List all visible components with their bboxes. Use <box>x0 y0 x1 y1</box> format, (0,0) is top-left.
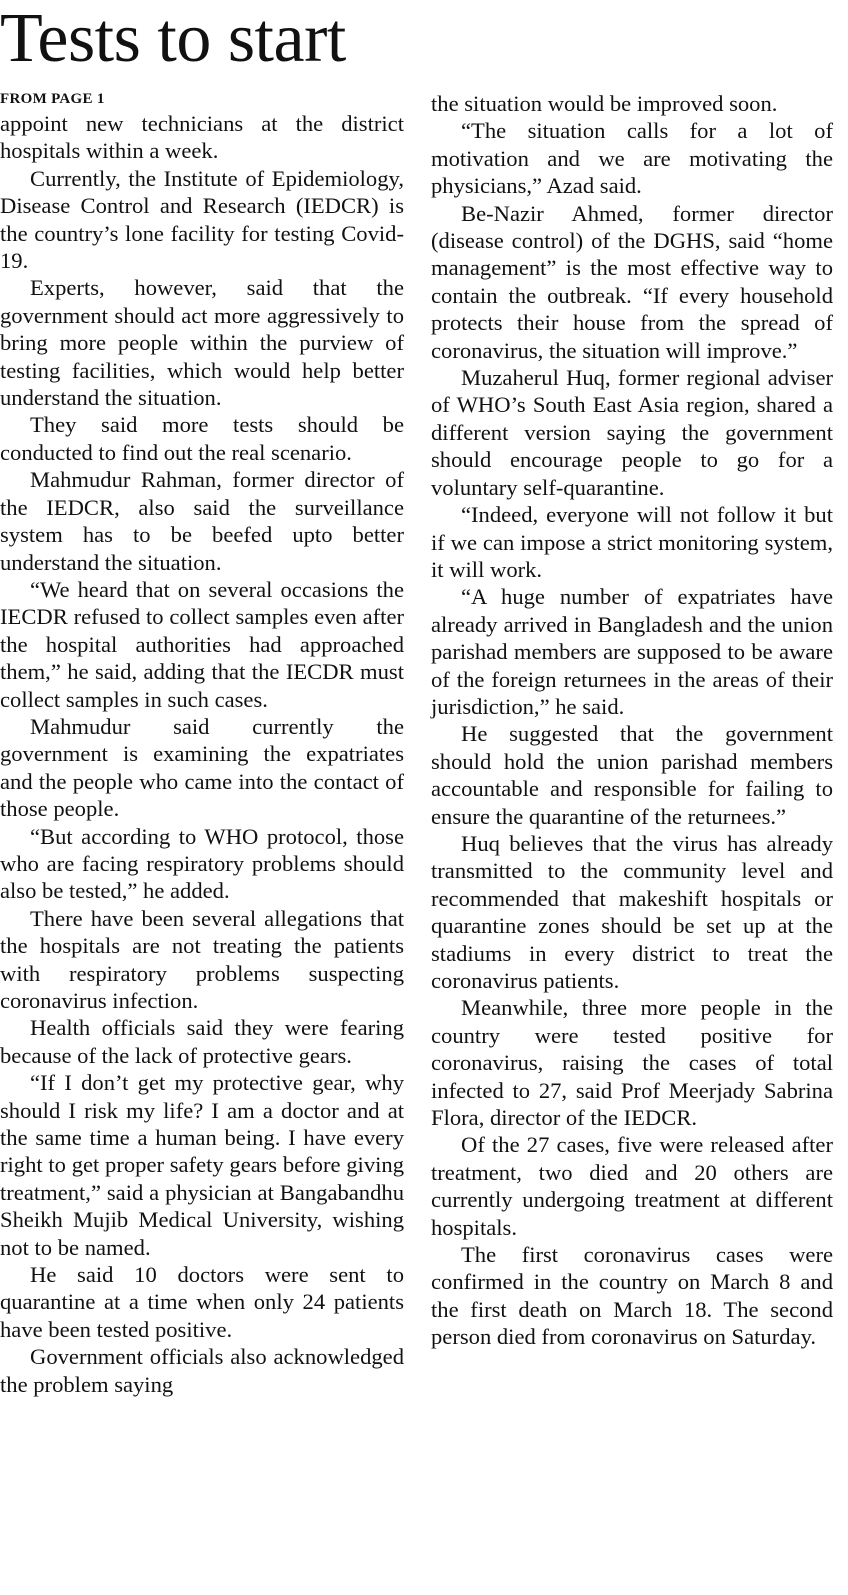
paragraph: The first coronavirus cases were confirmed in the country on March 8 and the first death on March 18. The second person died from coronavirus on Saturday. <box>431 1242 833 1350</box>
paragraph: He suggested that the government should hold the union parishad members accountable and responsible for failing to ensure the quarantine of the returnees.” <box>431 721 833 829</box>
paragraph: Health officials said they were fearing because of the lack of protective gears. <box>0 1015 404 1068</box>
paragraph: Meanwhile, three more people in the country were tested positive for coronavirus, raising the cases of total infected to 27, said Prof Meerjady Sabrina Flora, director of the IEDCR. <box>431 995 833 1131</box>
right-column <box>431 88 833 1351</box>
paragraph: Of the 27 cases, five were released after treatment, two died and 20 others are currently undergoing treatment at different hospitals. <box>431 1132 833 1240</box>
paragraph: He said 10 doctors were sent to quarantine at a time when only 24 patients have been tested positive. <box>0 1262 404 1342</box>
paragraph: the situation would be improved soon. <box>431 91 778 116</box>
paragraph: Be-Nazir Ahmed, former director (disease control) of the DGHS, said “home management” is the most effective way to contain the outbreak. “If every household protects their house from the spread of coronavirus, the situation will improve.” <box>431 200 833 363</box>
paragraph: Mahmudur said currently the government is examining the expatriates and the people who came into the contact of those people. <box>0 713 404 822</box>
paragraph: Government officials also acknowledged the problem saying <box>0 1344 404 1397</box>
left-column <box>0 88 404 1398</box>
paragraph: “The situation calls for a lot of motivation and we are motivating the physicians,” Azad said. <box>431 118 833 199</box>
paragraph: “A huge number of expatriates have already arrived in Bangladesh and the union parishad members are supposed to be aware of the foreign returnees in the areas of their jurisdiction,” he said. <box>431 584 833 719</box>
jump-line: FROM PAGE 1 <box>0 91 105 107</box>
paragraph: Mahmudur Rahman, former director of the IEDCR, also said the surveillance system has to be beefed upto better understand the situation. <box>0 467 404 575</box>
paragraph: Huq believes that the virus has already transmitted to the community level and recommended that makeshift hospitals or quarantine zones should be set up at the stadiums in every district to treat the coronavirus patients. <box>431 830 833 993</box>
paragraph: “If I don’t get my protective gear, why should I risk my life? I am a doctor and at the same time a human being. I have every right to get proper safety gears before giving treatment,” said a physician at Bangabandhu Sheikh Mujib Medical University, wishing not to be named. <box>0 1070 404 1260</box>
paragraph: “Indeed, everyone will not follow it but if we can impose a strict monitoring system, it will work. <box>431 502 833 582</box>
paragraph: appoint new technicians at the district hospitals within a week. <box>0 111 404 164</box>
paragraph: They said more tests should be conducted to find out the real scenario. <box>0 412 404 465</box>
paragraph: There have been several allegations that the hospitals are not treating the patients with respiratory problems suspecting coronavirus infection. <box>0 905 404 1013</box>
paragraph: “But according to WHO protocol, those who are facing respiratory problems should also be tested,” he added. <box>0 823 404 904</box>
headline: Tests to start <box>0 0 346 77</box>
paragraph: Muzaherul Huq, former regional adviser of WHO’s South East Asia region, shared a different version saying the government should encourage people to go for a voluntary self-quarantine. <box>431 365 833 500</box>
paragraph: Experts, however, said that the government should act more aggressively to bring more people within the purview of testing facilities, which would help better understand the situation. <box>0 275 404 411</box>
paragraph: Currently, the Institute of Epidemiology, Disease Control and Research (IEDCR) is the country’s lone facility for testing Covid-19. <box>0 165 404 274</box>
paragraph: “We heard that on several occasions the IECDR refused to collect samples even after the hospital authorities had approached them,” he said, adding that the IECDR must collect samples in such cases. <box>0 576 404 712</box>
